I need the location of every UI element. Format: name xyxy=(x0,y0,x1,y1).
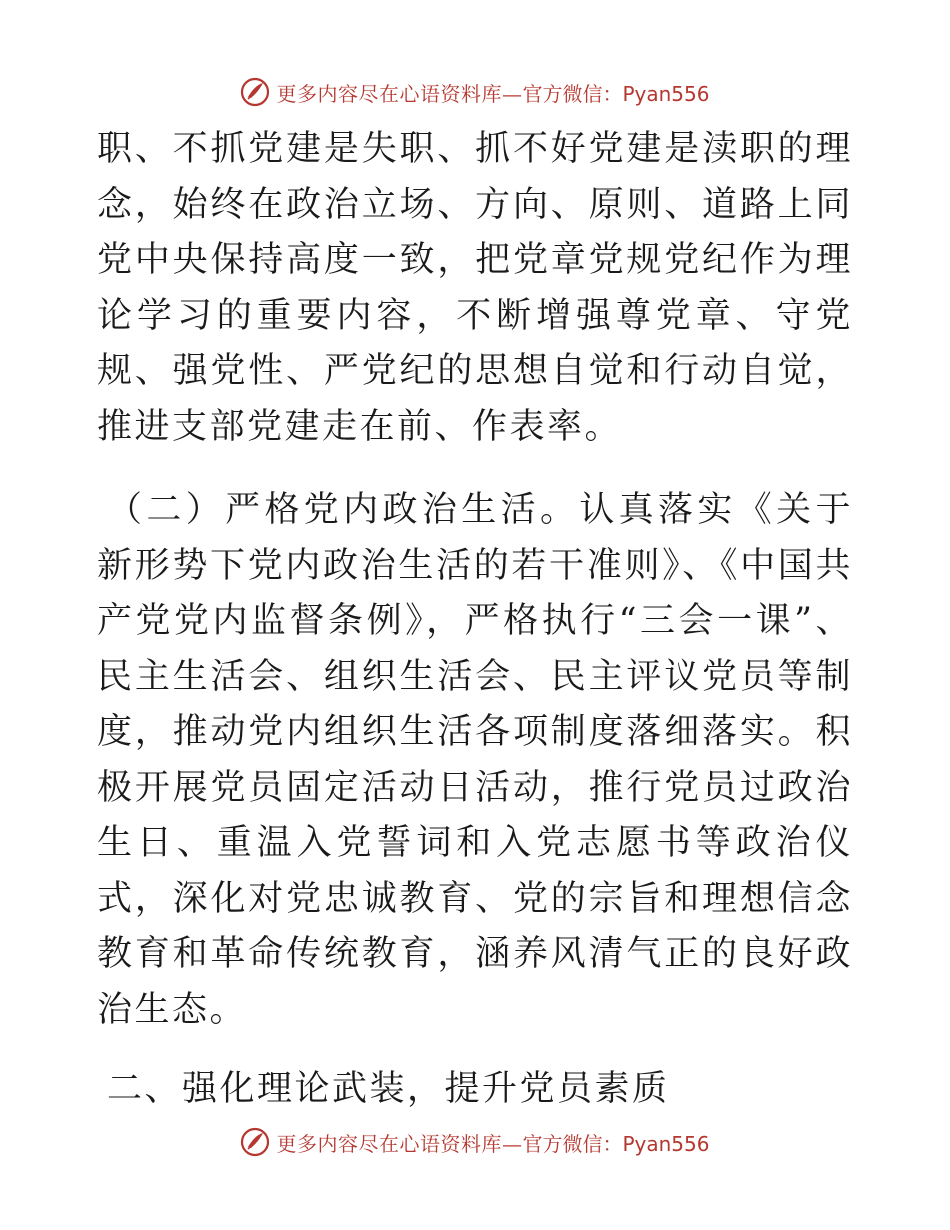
section-heading: 二、强化理论武装，提升党员素质 xyxy=(107,1069,670,1109)
footer-banner xyxy=(0,1122,950,1162)
header-banner xyxy=(0,72,950,112)
quill-circle-icon xyxy=(240,1127,270,1157)
banner-wechat-text: 官方微信：Pyan556 xyxy=(522,81,710,106)
banner-site-text: 更多内容尽在心语资料库— xyxy=(276,81,523,106)
paragraph-2: （二）严格党内政治生活。认真落实《关于新形势下党内政治生活的若干准则》、《中国共产党党内监督条例》，严格执行“三会一课”、民主生活会、组织生活会、民主评议党员等制度，推动党内组织生活各项制度落细落实。积极开展党员固定活动日活动，推行党员过政治生日、重温入党誓词和入党志愿书等政治仪式，深化对党忠诚教育、党的宗旨和理想信念教育和革命传统教育，涵养风清气正的良好政治生态。 xyxy=(97,490,853,1030)
paragraph-1: 职、不抓党建是失职、抓不好党建是渎职的理念，始终在政治立场、方向、原则、道路上同党中央保持高度一致，把党章党规党纪作为理论学习的重要内容，不断增强尊党章、守党规、强党性、严党纪的思想自觉和行动自觉，推进支部党建走在前、作表率。 xyxy=(97,129,853,447)
banner-site-text: 更多内容尽在心语资料库— xyxy=(276,1131,523,1156)
banner-wechat-text: 官方微信：Pyan556 xyxy=(522,1131,710,1156)
quill-circle-icon xyxy=(240,77,270,107)
document-body xyxy=(97,122,853,1118)
